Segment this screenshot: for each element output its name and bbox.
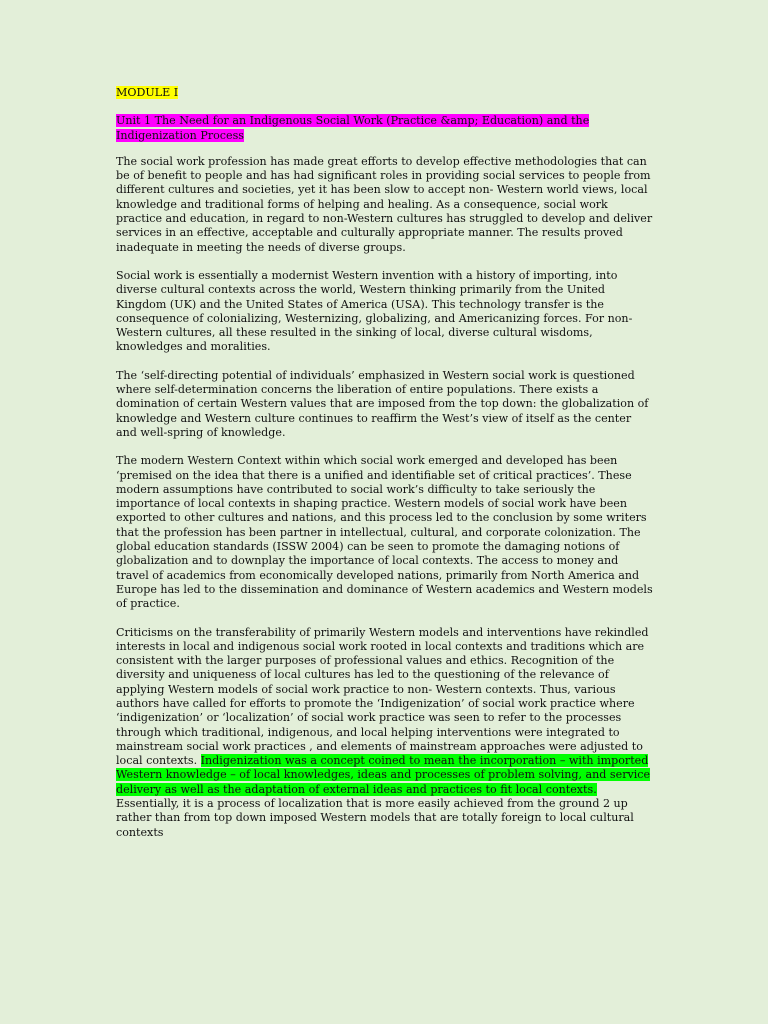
paragraph-5-ending: Essentially, it is a process of localization that is more easily achieved from the ground 2 up rather than from top down imposed Western models that are totally foreign to local cultural contexts	[116, 797, 634, 839]
highlighted-definition: Indigenization was a concept coined to mean the incorporation – with imported Western knowledge – of local knowledges, ideas and processes of problem solving, and service delivery as well as the adaptation of external ideas and practices to fit local contexts.	[116, 754, 651, 796]
paragraph-5-text: Criticisms on the transferability of primarily Western models and interventions have rekindled interests in local and indigenous social work rooted in local contexts and traditions which are consistent with the larger purposes of professional values and ethics. Recognition of the diversity and uniqueness of local cultures has led to the questioning of the relevance of applying Western models of social work practice to non- Western contexts. Thus, various authors have called for efforts to promote the ‘Indigenization’ of social work practice where ‘indigenization’ or ‘localization’ of social work practice was seen to refer to the processes through which traditional, indigenous, and local helping interventions were integrated to mainstream social work practices , and elements of mainstream approaches were adjusted to local contexts.	[116, 625, 649, 768]
module-heading	[116, 86, 654, 100]
paragraph-4: The modern Western Context within which social work emerged and developed has been ‘premised on the idea that there is a unified and identifiable set of critical practices’. These modern assumptions have contributed to social work’s difficulty to take seriously the importance of local contexts in shaping practice. Western models of social work have been exported to other cultures and nations, and this process led to the conclusion by some writers that the profession has been partner in intellectual, cultural, and corporate colonization. The global education standards (ISSW 2004) can be seen to promote the damaging notions of globalization and to downplay the importance of local contexts. The access to money and travel of academics from economically developed nations, primarily from North America and Europe has led to the dissemination and dominance of Western academics and Western models of practice.	[116, 454, 653, 611]
paragraph-5	[116, 626, 654, 840]
document-page	[116, 86, 654, 840]
paragraph-3: The ‘self-directing potential of individuals’ emphasized in Western social work is questioned where self-determination concerns the liberation of entire populations. There exists a domination of certain Western values that are imposed from the top down: the globalization of knowledge and Western culture continues to reaffirm the West’s view of itself as the center and well-spring of knowledge.	[116, 368, 649, 439]
paragraph-1: The social work profession has made great efforts to develop effective methodologies that can be of benefit to people and has had significant roles in providing social services to people from different cultures and societies, yet it has been slow to accept non- Western world views, local knowledge and traditional forms of helping and healing. As a consequence, social work practice and education, in regard to non-Western cultures has struggled to develop and deliver services in an effective, acceptable and culturally appropriate manner. The results proved inadequate in meeting the needs of diverse groups.	[116, 154, 653, 254]
paragraph-2: Social work is essentially a modernist Western invention with a history of importing, into diverse cultural contexts across the world, Western thinking primarily from the United Kingdom (UK) and the United States of America (USA). This technology transfer is the consequence of colonializing, Westernizing, globalizing, and Americanizing forces. For non-Western cultures, all these resulted in the sinking of local, diverse cultural wisdoms, knowledges and moralities.	[116, 268, 633, 354]
unit-title	[116, 114, 654, 143]
unit-title-text: Unit 1 The Need for an Indigenous Social Work (Practice &amp; Education) and the Indigenization Process	[116, 114, 590, 142]
module-label: MODULE I	[116, 86, 179, 99]
